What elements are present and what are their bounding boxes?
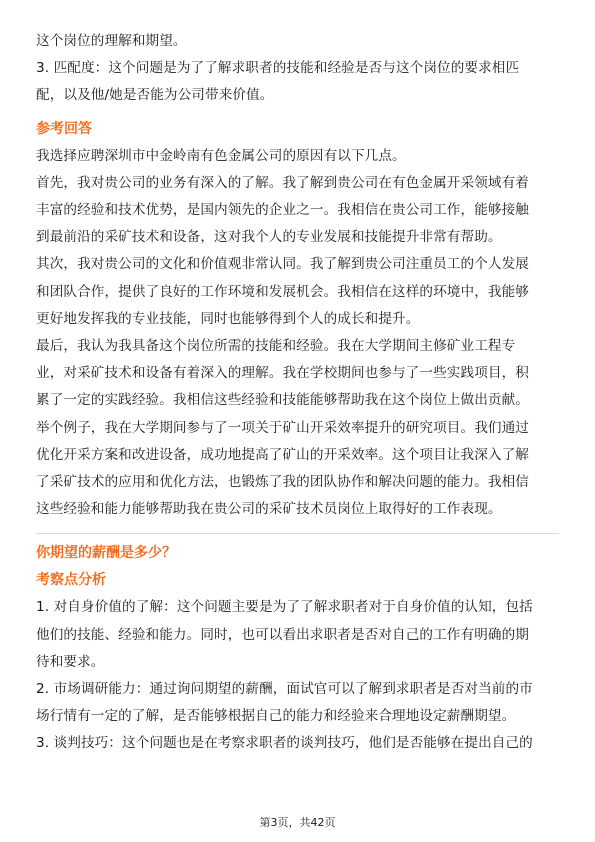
text-line: 更好地发挥我的专业技能，同时也能够得到个人的成长和提升。 bbox=[36, 310, 420, 327]
document-page bbox=[36, 28, 559, 758]
analysis-heading: 考察点分析 bbox=[36, 572, 106, 589]
reference-answer-heading: 参考回答 bbox=[36, 120, 92, 137]
section1-text bbox=[36, 28, 559, 110]
text-line: 这些经验和能力能够帮助我在贵公司的采矿技术员岗位上取得好的工作表现。 bbox=[36, 501, 502, 518]
text-line: 业，对采矿技术和设备有着深入的理解。我在学校期间也参与了一些实践项目，积 bbox=[36, 365, 529, 382]
text-line: 了采矿技术的应用和优化方法，也锻炼了我的团队协作和解决问题的能力。我相信 bbox=[36, 474, 529, 491]
reference-answer-text bbox=[36, 143, 559, 524]
text-line: 优化开采方案和改进设备，成功地提高了矿山的开采效率。这个项目让我深入了解 bbox=[36, 446, 529, 463]
text-line: 我选择应聘深圳市中金岭南有色金属公司的原因有以下几点。 bbox=[36, 147, 406, 164]
text-line: 场行情有一定的了解，是否能够根据自己的能力和经验来合理地设定薪酬期望。 bbox=[36, 708, 516, 725]
text-line: 其次，我对贵公司的文化和价值观非常认同。我了解到贵公司注重员工的个人发展 bbox=[36, 256, 529, 273]
text-line: 累了一定的实践经验。我相信这些经验和技能能够帮助我在这个岗位上做出贡献。 bbox=[36, 392, 529, 409]
text-line: 举个例子，我在大学期间参与了一项关于矿山开采效率提升的研究项目。我们通过 bbox=[36, 419, 529, 436]
text-line: 3. 谈判技巧：这个问题也是在考察求职者的谈判技巧，他们是否能够在提出自己的 bbox=[36, 735, 533, 752]
section-divider bbox=[36, 533, 559, 534]
text-line: 他们的技能、经验和能力。同时，也可以看出求职者是否对自己的工作有明确的期 bbox=[36, 626, 529, 643]
text-line: 待和要求。 bbox=[36, 653, 105, 670]
text-line: 3. 匹配度：这个问题是为了了解求职者的技能和经验是否与这个岗位的要求相匹 bbox=[36, 60, 520, 77]
analysis-text bbox=[36, 594, 559, 757]
question-title: 你期望的薪酬是多少？ bbox=[36, 545, 176, 562]
text-line: 丰富的经验和技术优势，是国内领先的企业之一。我相信在贵公司工作，能够接触 bbox=[36, 202, 529, 219]
text-line: 配，以及他/她是否能为公司带来价值。 bbox=[36, 87, 274, 104]
text-line: 1. 对自身价值的了解：这个问题主要是为了了解求职者对于自身价值的认知，包括 bbox=[36, 599, 533, 616]
text-line: 和团队合作，提供了良好的工作环境和发展机会。我相信在这样的环境中，我能够 bbox=[36, 283, 529, 300]
text-line: 到最前沿的采矿技术和设备，这对我个人的专业发展和技能提升非常有帮助。 bbox=[36, 229, 502, 246]
text-line: 这个岗位的理解和期望。 bbox=[36, 33, 187, 49]
text-line: 2. 市场调研能力：通过询问期望的薪酬，面试官可以了解到求职者是否对当前的市 bbox=[36, 681, 533, 698]
text-line: 最后，我认为我具备这个岗位所需的技能和经验。我在大学期间主修矿业工程专 bbox=[36, 338, 516, 355]
text-line: 首先，我对贵公司的业务有深入的了解。我了解到贵公司在有色金属开采领域有着 bbox=[36, 174, 529, 191]
page-number-footer: 第3页，共42页 bbox=[259, 816, 336, 829]
